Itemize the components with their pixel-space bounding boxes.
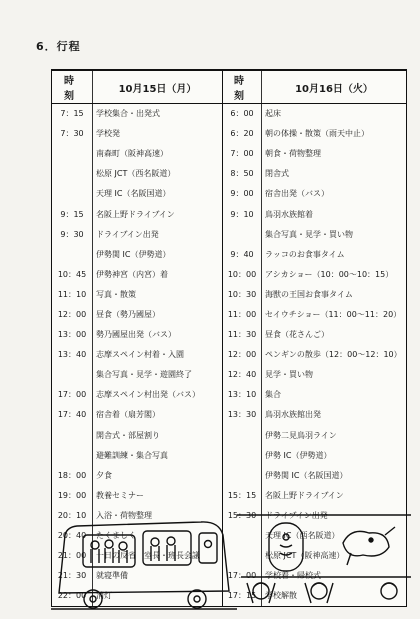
table-row — [52, 305, 407, 325]
column-header-activity-day2: 10月16日（火） — [262, 70, 407, 104]
column-header-activity-day1: 10月15日（月） — [93, 70, 223, 104]
table-row — [52, 466, 407, 486]
cell-time-day2: 10：30 — [223, 285, 262, 305]
table-row — [52, 426, 407, 446]
cell-time-day1: 13：40 — [52, 345, 93, 365]
cell-activity-day1: 名阪上野ドライブイン — [93, 204, 223, 224]
cell-time-day2 — [223, 466, 262, 486]
cell-time-day1 — [52, 365, 93, 385]
cell-activity-day1: 消灯 — [93, 586, 223, 607]
cell-time-day2: 13：30 — [223, 405, 262, 425]
cell-activity-day2: 朝の体操・散策（雨天中止） — [262, 124, 407, 144]
cell-time-day2: 11：00 — [223, 305, 262, 325]
cell-activity-day1: 天理 IC（名阪国道） — [93, 184, 223, 204]
table-header-row — [52, 70, 407, 104]
cell-activity-day1: 学校発 — [93, 124, 223, 144]
cell-time-day1: 9：15 — [52, 204, 93, 224]
cell-activity-day1: 伊勢神宮（内宮）着 — [93, 265, 223, 285]
cell-activity-day2: 松原 JCT（阪神高速） — [262, 546, 407, 566]
cell-activity-day2: ペンギンの散歩（12：00～12：10） — [262, 345, 407, 365]
cell-activity-day2: 朝食・荷物整理 — [262, 144, 407, 164]
cell-time-day2 — [223, 446, 262, 466]
column-header-time-day1: 時 刻 — [52, 70, 93, 104]
cell-time-day2 — [223, 426, 262, 446]
cell-time-day1: 10：45 — [52, 265, 93, 285]
cell-time-day1: 21：00 — [52, 546, 93, 566]
cell-activity-day1: 避難訓練・集合写真 — [93, 446, 223, 466]
cell-time-day1: 17：00 — [52, 385, 93, 405]
cell-time-day1: 20：40 — [52, 526, 93, 546]
cell-time-day1: 11：10 — [52, 285, 93, 305]
cell-time-day2: 9：40 — [223, 245, 262, 265]
table-row — [52, 265, 407, 285]
cell-time-day2: 8：50 — [223, 164, 262, 184]
cell-activity-day2: 学校解散 — [262, 586, 407, 607]
cell-time-day1 — [52, 164, 93, 184]
cell-time-day1 — [52, 426, 93, 446]
table-row — [52, 345, 407, 365]
cell-time-day2: 12：40 — [223, 365, 262, 385]
cell-activity-day1: 一日の反省 室長・班長会議 — [93, 546, 223, 566]
cell-activity-day1: 集合写真・見学・遊園終了 — [93, 365, 223, 385]
cell-time-day2: 9：00 — [223, 184, 262, 204]
cell-time-day1: 7：30 — [52, 124, 93, 144]
table-row — [52, 164, 407, 184]
cell-activity-day2: 伊勢二見鳥羽ライン — [262, 426, 407, 446]
cell-activity-day1: 夕食 — [93, 466, 223, 486]
cell-activity-day1: 志摩スペイン村着・入園 — [93, 345, 223, 365]
cell-activity-day2: 集合写真・見学・買い物 — [262, 225, 407, 245]
cell-time-day2: 10：00 — [223, 265, 262, 285]
cell-time-day1 — [52, 245, 93, 265]
cell-activity-day1: 入浴・荷物整理 — [93, 506, 223, 526]
cell-time-day2: 15：15 — [223, 486, 262, 506]
cell-activity-day2: 鳥羽水族館出発 — [262, 405, 407, 425]
cell-activity-day2: 起床 — [262, 104, 407, 125]
table-row — [52, 325, 407, 345]
cell-time-day2: 11：30 — [223, 325, 262, 345]
cell-activity-day2: 海獣の王国お食事タイム — [262, 285, 407, 305]
cell-activity-day2: 名阪上野ドライブイン — [262, 486, 407, 506]
table-row — [52, 245, 407, 265]
table-row — [52, 124, 407, 144]
cell-activity-day1: 松原 JCT（西名阪道） — [93, 164, 223, 184]
cell-activity-day1: 写真・散策 — [93, 285, 223, 305]
cell-time-day1: 13：00 — [52, 325, 93, 345]
table-row — [52, 446, 407, 466]
table-row — [52, 486, 407, 506]
student-illustration — [51, 513, 411, 619]
cell-activity-day2: ドライブイン出発 — [262, 506, 407, 526]
cell-activity-day2: 昼食（花さんご） — [262, 325, 407, 345]
cell-time-day1 — [52, 144, 93, 164]
cell-time-day1: 22：00 — [52, 586, 93, 607]
table-row — [52, 285, 407, 305]
cell-activity-day1: ドライブイン出発 — [93, 225, 223, 245]
cell-time-day1: 12：00 — [52, 305, 93, 325]
cell-activity-day1: 伊勢関 IC（伊勢道） — [93, 245, 223, 265]
cell-activity-day2: アシカショー（10：00～10：15） — [262, 265, 407, 285]
table-row — [52, 405, 407, 425]
cell-time-day1: 7：15 — [52, 104, 93, 125]
cell-activity-day1: 南森町（阪神高速） — [93, 144, 223, 164]
cell-time-day2: 17：00 — [223, 566, 262, 586]
column-header-time-day2: 時 刻 — [223, 70, 262, 104]
cell-time-day2: 9：10 — [223, 204, 262, 224]
cell-time-day2: 7：00 — [223, 144, 262, 164]
cell-activity-day2: 鳥羽水族館着 — [262, 204, 407, 224]
table-row — [52, 365, 407, 385]
cell-time-day1 — [52, 446, 93, 466]
table-row — [52, 385, 407, 405]
table-row — [52, 104, 407, 125]
cell-time-day1: 21：30 — [52, 566, 93, 586]
cell-activity-day1: たくましく — [93, 526, 223, 546]
cell-time-day1: 20：10 — [52, 506, 93, 526]
cell-activity-day1: 学校集合・出発式 — [93, 104, 223, 125]
cell-activity-day2: 集合 — [262, 385, 407, 405]
cell-activity-day2: セイウチショー（11：00～11：20） — [262, 305, 407, 325]
aquarium-drawing — [237, 515, 411, 603]
table-row — [52, 144, 407, 164]
cell-time-day1: 19：00 — [52, 486, 93, 506]
cell-time-day2: 6：20 — [223, 124, 262, 144]
cell-activity-day1: 勢乃國屋出発（バス） — [93, 325, 223, 345]
cell-time-day2 — [223, 225, 262, 245]
cell-time-day2: 15：30 — [223, 506, 262, 526]
cell-activity-day1: 就寝準備 — [93, 566, 223, 586]
cell-time-day1: 9：30 — [52, 225, 93, 245]
cell-time-day1: 17：40 — [52, 405, 93, 425]
cell-activity-day2: 宿舎出発（バス） — [262, 184, 407, 204]
cell-time-day1: 18：00 — [52, 466, 93, 486]
cell-activity-day2: 伊勢 IC（伊勢道） — [262, 446, 407, 466]
cell-time-day2: 6：00 — [223, 104, 262, 125]
cell-activity-day1: 開舎式・部屋割り — [93, 426, 223, 446]
cell-activity-day1: 昼食（勢乃國屋） — [93, 305, 223, 325]
cell-activity-day1: 宿舎着（扇芳閣） — [93, 405, 223, 425]
table-row — [52, 204, 407, 224]
cell-time-day2: 12：00 — [223, 345, 262, 365]
cell-activity-day1: 教養セミナー — [93, 486, 223, 506]
table-row — [52, 225, 407, 245]
cell-activity-day2: 天理 IC（西名阪道） — [262, 526, 407, 546]
cell-activity-day2: 伊勢関 IC（名阪国道） — [262, 466, 407, 486]
table-row — [52, 184, 407, 204]
cell-activity-day2: 学校着・帰校式 — [262, 566, 407, 586]
section-title: 6．行程 — [36, 40, 81, 53]
cell-activity-day2: 閉舎式 — [262, 164, 407, 184]
cell-activity-day2: ラッコのお食事タイム — [262, 245, 407, 265]
bus-drawing — [51, 522, 237, 609]
cell-activity-day1: 志摩スペイン村出発（バス） — [93, 385, 223, 405]
cell-time-day1 — [52, 184, 93, 204]
cell-time-day2: 17：15 — [223, 586, 262, 607]
cell-activity-day2: 見学・買い物 — [262, 365, 407, 385]
cell-time-day2: 13：10 — [223, 385, 262, 405]
